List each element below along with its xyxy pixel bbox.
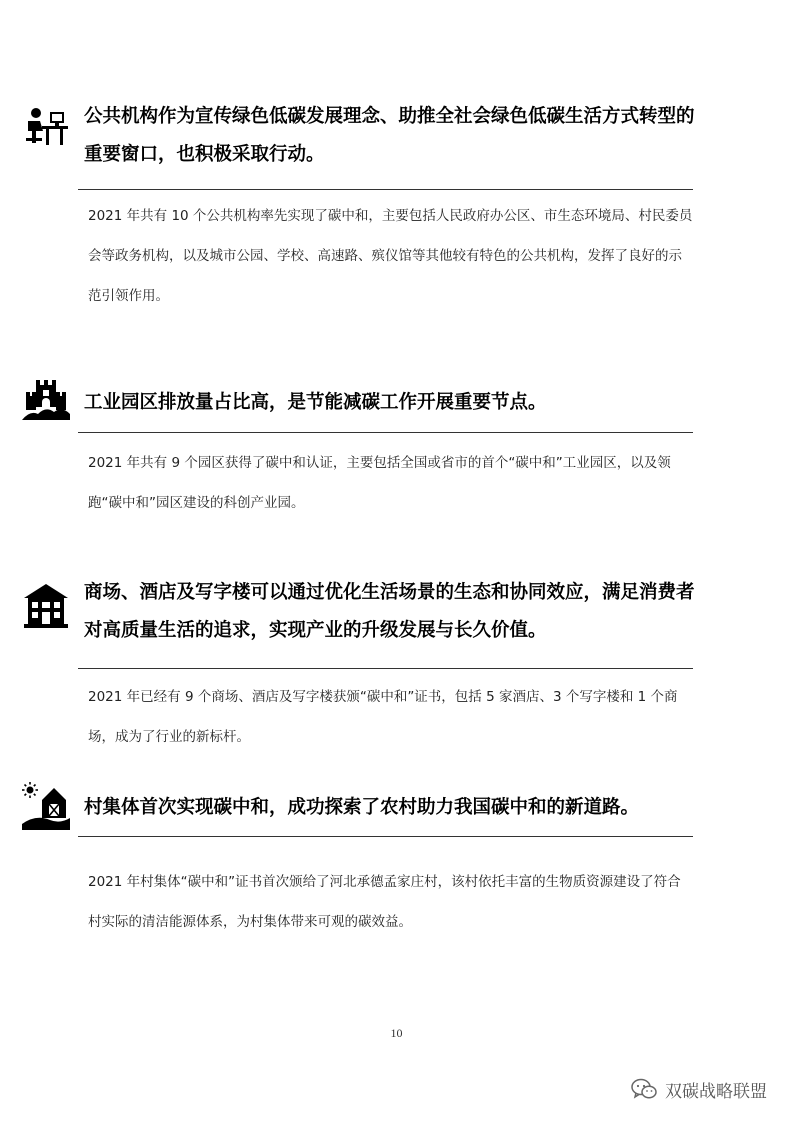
section-divider	[78, 668, 693, 669]
castle-icon	[22, 376, 70, 424]
section-divider	[78, 836, 693, 837]
section-divider	[78, 189, 693, 190]
section-body: 2021 年共有 9 个园区获得了碳中和认证，主要包括全国或省市的首个“碳中和”工业园区，以及领跑“碳中和”园区建设的科创产业园。	[88, 455, 671, 511]
watermark-text: 双碳战略联盟	[665, 1081, 767, 1102]
section-body: 2021 年已经有 9 个商场、酒店及写字楼获颁“碳中和”证书，包括 5 家酒店、3 个写字楼和 1 个商场，成为了行业的新标杆。	[88, 689, 678, 745]
section-heading: 村集体首次实现碳中和，成功探索了农村助力我国碳中和的新道路。	[84, 797, 640, 818]
farm-barn-icon	[22, 782, 70, 830]
office-worker-icon	[22, 104, 70, 152]
section-divider	[78, 432, 693, 433]
section-heading: 商场、酒店及写字楼可以通过优化生活场景的生态和协同效应，满足消费者对高质量生活的追求，实现产业的升级发展与长久价值。	[84, 582, 695, 641]
section-body: 2021 年村集体“碳中和”证书首次颁给了河北承德孟家庄村，该村依托丰富的生物质资源建设了符合村实际的清洁能源体系，为村集体带来可观的碳效益。	[88, 874, 681, 930]
wechat-icon	[631, 1078, 657, 1100]
section-body: 2021 年共有 10 个公共机构率先实现了碳中和，主要包括人民政府办公区、市生态环境局、村民委员会等政务机构，以及城市公园、学校、高速路、殡仪馆等其他较有特色的公共机构，发挥了良好的示范引领作用。	[88, 208, 693, 304]
page-number: 10	[390, 1026, 403, 1040]
section-heading: 公共机构作为宣传绿色低碳发展理念、助推全社会绿色低碳生活方式转型的重要窗口，也积极采取行动。	[84, 106, 695, 165]
section-heading: 工业园区排放量占比高，是节能减碳工作开展重要节点。	[84, 392, 547, 413]
building-icon	[22, 582, 70, 630]
watermark	[631, 1077, 767, 1101]
